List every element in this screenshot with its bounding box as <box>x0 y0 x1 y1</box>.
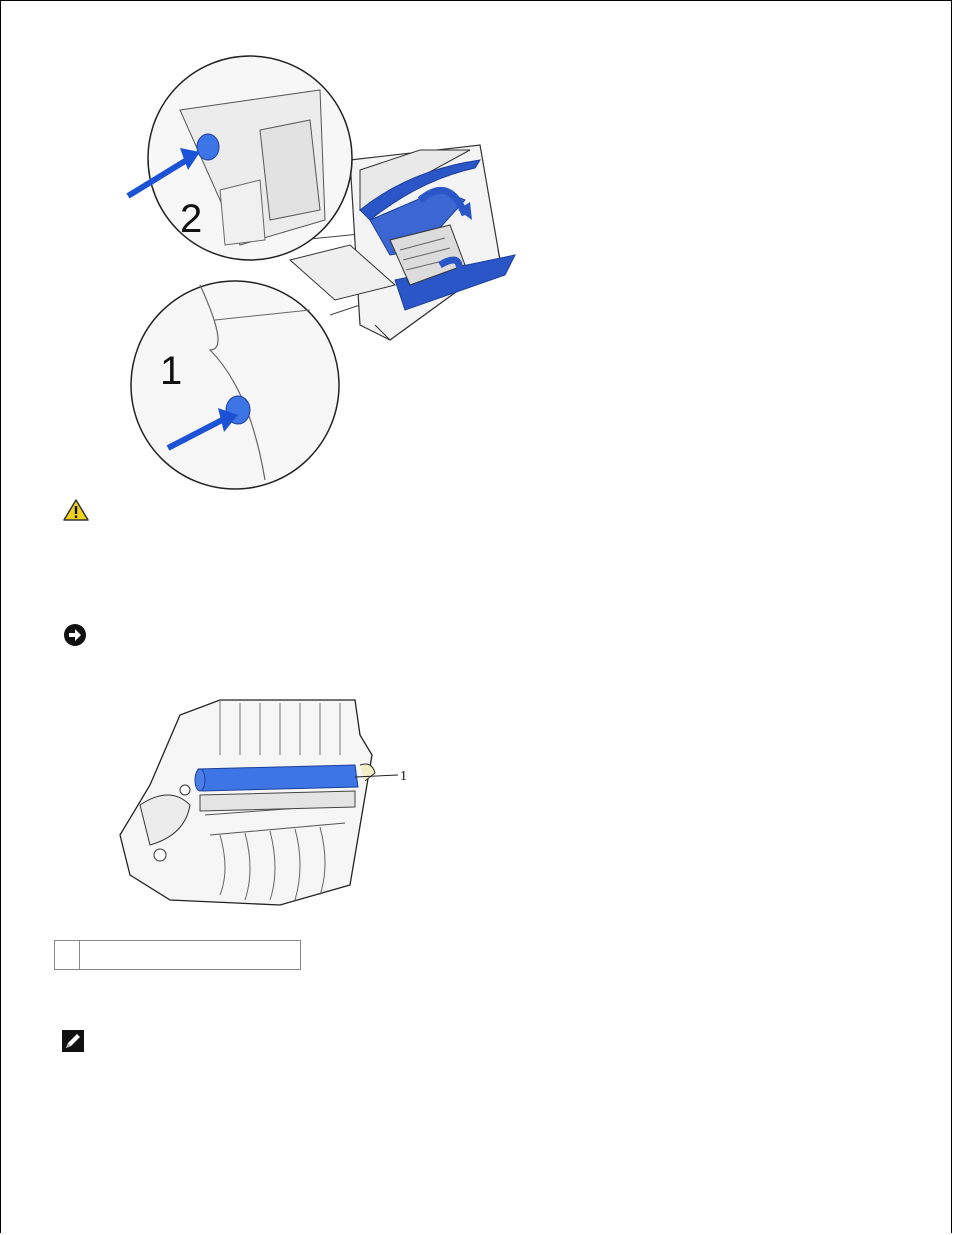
highlighted-roller <box>198 765 358 791</box>
step-number-1: 1 <box>160 349 183 393</box>
inset-circle-step-2 <box>128 56 352 260</box>
notice-circle-arrow-icon <box>63 623 87 652</box>
inset-circle-step-1 <box>131 281 339 489</box>
caution-triangle-icon <box>62 498 90 527</box>
callout-number: 1 <box>400 769 407 784</box>
callout-table <box>54 940 301 970</box>
callout-table-description-cell <box>80 941 301 970</box>
table-row <box>55 941 301 970</box>
step-number-2: 2 <box>180 197 203 241</box>
note-pencil-icon <box>62 1030 84 1057</box>
printer-cover-open-figure <box>120 50 530 495</box>
duplex-unit-figure <box>110 695 420 907</box>
callout-table-number-cell <box>55 941 80 970</box>
printer-body <box>350 145 515 340</box>
